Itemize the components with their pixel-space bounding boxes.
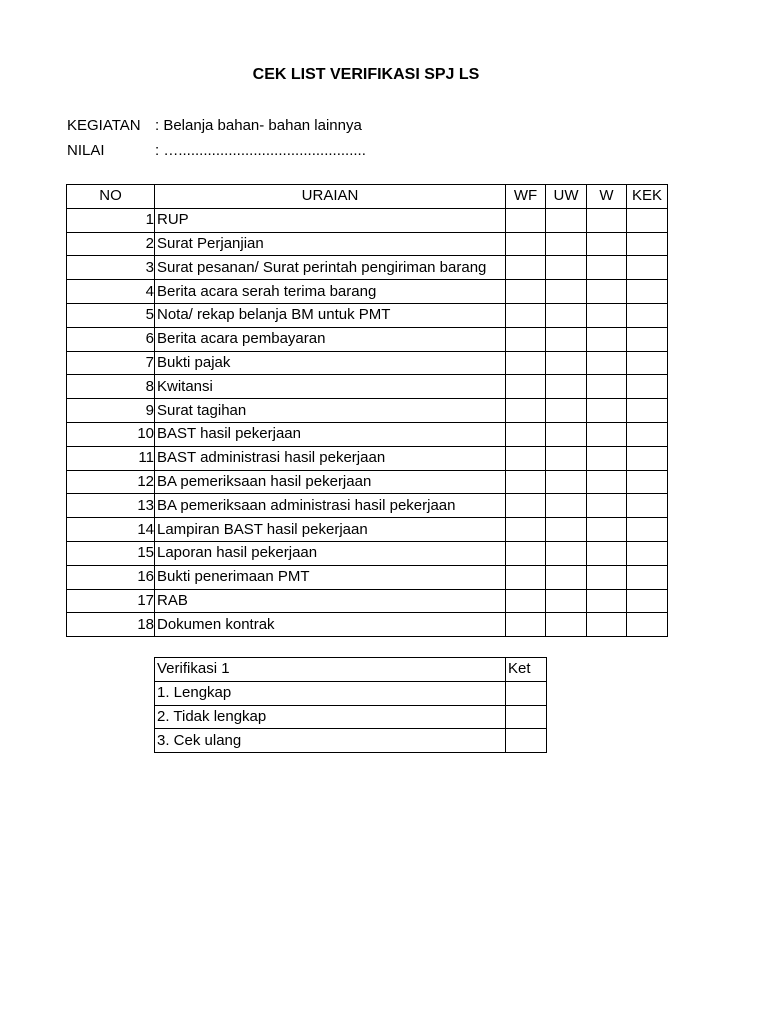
verification-row xyxy=(155,705,547,729)
table-row xyxy=(67,446,668,470)
cell-kek[interactable] xyxy=(627,541,668,565)
cell-uw[interactable] xyxy=(546,565,587,589)
ket-cell[interactable] xyxy=(506,705,547,729)
table-row xyxy=(67,613,668,637)
cell-w[interactable] xyxy=(587,256,627,280)
verification-option: 2. Tidak lengkap xyxy=(155,705,506,729)
ket-cell[interactable] xyxy=(506,681,547,705)
row-uraian: Lampiran BAST hasil pekerjaan xyxy=(155,518,506,542)
cell-uw[interactable] xyxy=(546,375,587,399)
table-row xyxy=(67,422,668,446)
cell-kek[interactable] xyxy=(627,256,668,280)
table-row xyxy=(67,375,668,399)
row-no: 12 xyxy=(67,470,155,494)
cell-uw[interactable] xyxy=(546,613,587,637)
header-kek: KEK xyxy=(627,185,668,209)
cell-kek[interactable] xyxy=(627,375,668,399)
row-uraian: Dokumen kontrak xyxy=(155,613,506,637)
verification-table xyxy=(154,657,547,753)
cell-wf[interactable] xyxy=(506,232,546,256)
cell-wf[interactable] xyxy=(506,589,546,613)
table-row xyxy=(67,541,668,565)
nilai-line xyxy=(67,142,366,159)
row-no: 3 xyxy=(67,256,155,280)
cell-uw[interactable] xyxy=(546,351,587,375)
cell-kek[interactable] xyxy=(627,613,668,637)
cell-uw[interactable] xyxy=(546,470,587,494)
table-row xyxy=(67,470,668,494)
row-no: 18 xyxy=(67,613,155,637)
cell-uw[interactable] xyxy=(546,232,587,256)
row-no: 15 xyxy=(67,541,155,565)
table-row xyxy=(67,232,668,256)
cell-uw[interactable] xyxy=(546,256,587,280)
cell-uw[interactable] xyxy=(546,494,587,518)
cell-uw[interactable] xyxy=(546,280,587,304)
cell-w[interactable] xyxy=(587,327,627,351)
row-uraian: BAST hasil pekerjaan xyxy=(155,422,506,446)
cell-uw[interactable] xyxy=(546,208,587,232)
table-row xyxy=(67,327,668,351)
cell-wf[interactable] xyxy=(506,280,546,304)
cell-wf[interactable] xyxy=(506,256,546,280)
cell-wf[interactable] xyxy=(506,303,546,327)
cell-kek[interactable] xyxy=(627,351,668,375)
table-row xyxy=(67,351,668,375)
cell-kek[interactable] xyxy=(627,446,668,470)
table-row xyxy=(67,280,668,304)
row-no: 4 xyxy=(67,280,155,304)
row-uraian: Bukti pajak xyxy=(155,351,506,375)
cell-kek[interactable] xyxy=(627,399,668,423)
table-row xyxy=(67,565,668,589)
cell-uw[interactable] xyxy=(546,518,587,542)
row-uraian: Surat tagihan xyxy=(155,399,506,423)
table-row xyxy=(67,303,668,327)
row-no: 11 xyxy=(67,446,155,470)
row-no: 2 xyxy=(67,232,155,256)
row-uraian: Laporan hasil pekerjaan xyxy=(155,541,506,565)
row-no: 5 xyxy=(67,303,155,327)
verification-header-row xyxy=(155,658,547,682)
verification-row xyxy=(155,729,547,753)
cell-w[interactable] xyxy=(587,303,627,327)
row-uraian: Berita acara pembayaran xyxy=(155,327,506,351)
kegiatan-value: : Belanja bahan- bahan lainnya xyxy=(155,117,362,134)
cell-wf[interactable] xyxy=(506,446,546,470)
cell-kek[interactable] xyxy=(627,232,668,256)
verification-title: Verifikasi 1 xyxy=(155,658,506,682)
ket-cell[interactable] xyxy=(506,729,547,753)
row-uraian: BA pemeriksaan administrasi hasil pekerjaan xyxy=(155,494,506,518)
cell-wf[interactable] xyxy=(506,375,546,399)
cell-wf[interactable] xyxy=(506,541,546,565)
cell-wf[interactable] xyxy=(506,470,546,494)
row-uraian: BA pemeriksaan hasil pekerjaan xyxy=(155,470,506,494)
cell-wf[interactable] xyxy=(506,422,546,446)
cell-kek[interactable] xyxy=(627,208,668,232)
cell-w[interactable] xyxy=(587,351,627,375)
row-no: 1 xyxy=(67,208,155,232)
verification-option: 3. Cek ulang xyxy=(155,729,506,753)
cell-w[interactable] xyxy=(587,565,627,589)
cell-w[interactable] xyxy=(587,208,627,232)
table-row xyxy=(67,208,668,232)
cell-wf[interactable] xyxy=(506,518,546,542)
cell-uw[interactable] xyxy=(546,399,587,423)
header-w: W xyxy=(587,185,627,209)
page-title: CEK LIST VERIFIKASI SPJ LS xyxy=(252,66,480,83)
cell-wf[interactable] xyxy=(506,613,546,637)
kegiatan-line xyxy=(67,117,362,134)
row-uraian: Kwitansi xyxy=(155,375,506,399)
row-no: 9 xyxy=(67,399,155,423)
cell-wf[interactable] xyxy=(506,494,546,518)
nilai-label: NILAI xyxy=(67,142,105,159)
row-no: 7 xyxy=(67,351,155,375)
row-no: 6 xyxy=(67,327,155,351)
cell-kek[interactable] xyxy=(627,589,668,613)
table-row xyxy=(67,494,668,518)
cell-uw[interactable] xyxy=(546,422,587,446)
verification-option: 1. Lengkap xyxy=(155,681,506,705)
cell-w[interactable] xyxy=(587,518,627,542)
row-uraian: Bukti penerimaan PMT xyxy=(155,565,506,589)
cell-w[interactable] xyxy=(587,399,627,423)
cell-kek[interactable] xyxy=(627,303,668,327)
cell-kek[interactable] xyxy=(627,518,668,542)
table-header-row xyxy=(67,185,668,209)
ket-header: Ket xyxy=(506,658,547,682)
row-uraian: Surat Perjanjian xyxy=(155,232,506,256)
cell-kek[interactable] xyxy=(627,494,668,518)
row-no: 10 xyxy=(67,422,155,446)
cell-wf[interactable] xyxy=(506,327,546,351)
table-row xyxy=(67,518,668,542)
cell-uw[interactable] xyxy=(546,327,587,351)
cell-wf[interactable] xyxy=(506,208,546,232)
cell-w[interactable] xyxy=(587,446,627,470)
cell-w[interactable] xyxy=(587,541,627,565)
kegiatan-label: KEGIATAN xyxy=(67,117,141,134)
cell-kek[interactable] xyxy=(627,327,668,351)
row-uraian: Berita acara serah terima barang xyxy=(155,280,506,304)
cell-uw[interactable] xyxy=(546,303,587,327)
cell-wf[interactable] xyxy=(506,565,546,589)
row-no: 17 xyxy=(67,589,155,613)
row-uraian: RAB xyxy=(155,589,506,613)
table-row xyxy=(67,256,668,280)
header-wf: WF xyxy=(506,185,546,209)
cell-uw[interactable] xyxy=(546,446,587,470)
cell-kek[interactable] xyxy=(627,422,668,446)
cell-kek[interactable] xyxy=(627,565,668,589)
cell-wf[interactable] xyxy=(506,399,546,423)
cell-w[interactable] xyxy=(587,613,627,637)
cell-w[interactable] xyxy=(587,589,627,613)
cell-kek[interactable] xyxy=(627,280,668,304)
row-no: 14 xyxy=(67,518,155,542)
cell-w[interactable] xyxy=(587,375,627,399)
cell-w[interactable] xyxy=(587,232,627,256)
row-uraian: RUP xyxy=(155,208,506,232)
row-uraian: Nota/ rekap belanja BM untuk PMT xyxy=(155,303,506,327)
row-uraian: BAST administrasi hasil pekerjaan xyxy=(155,446,506,470)
cell-w[interactable] xyxy=(587,422,627,446)
header-uraian: URAIAN xyxy=(155,185,506,209)
cell-uw[interactable] xyxy=(546,541,587,565)
checklist-table xyxy=(66,184,668,637)
cell-w[interactable] xyxy=(587,494,627,518)
cell-w[interactable] xyxy=(587,470,627,494)
cell-uw[interactable] xyxy=(546,589,587,613)
nilai-value: : …............................................. xyxy=(155,142,366,159)
row-no: 16 xyxy=(67,565,155,589)
cell-kek[interactable] xyxy=(627,470,668,494)
row-no: 13 xyxy=(67,494,155,518)
verification-row xyxy=(155,681,547,705)
table-row xyxy=(67,399,668,423)
cell-w[interactable] xyxy=(587,280,627,304)
header-no: NO xyxy=(67,185,155,209)
table-row xyxy=(67,589,668,613)
row-uraian: Surat pesanan/ Surat perintah pengiriman barang xyxy=(155,256,506,280)
cell-wf[interactable] xyxy=(506,351,546,375)
header-uw: UW xyxy=(546,185,587,209)
row-no: 8 xyxy=(67,375,155,399)
